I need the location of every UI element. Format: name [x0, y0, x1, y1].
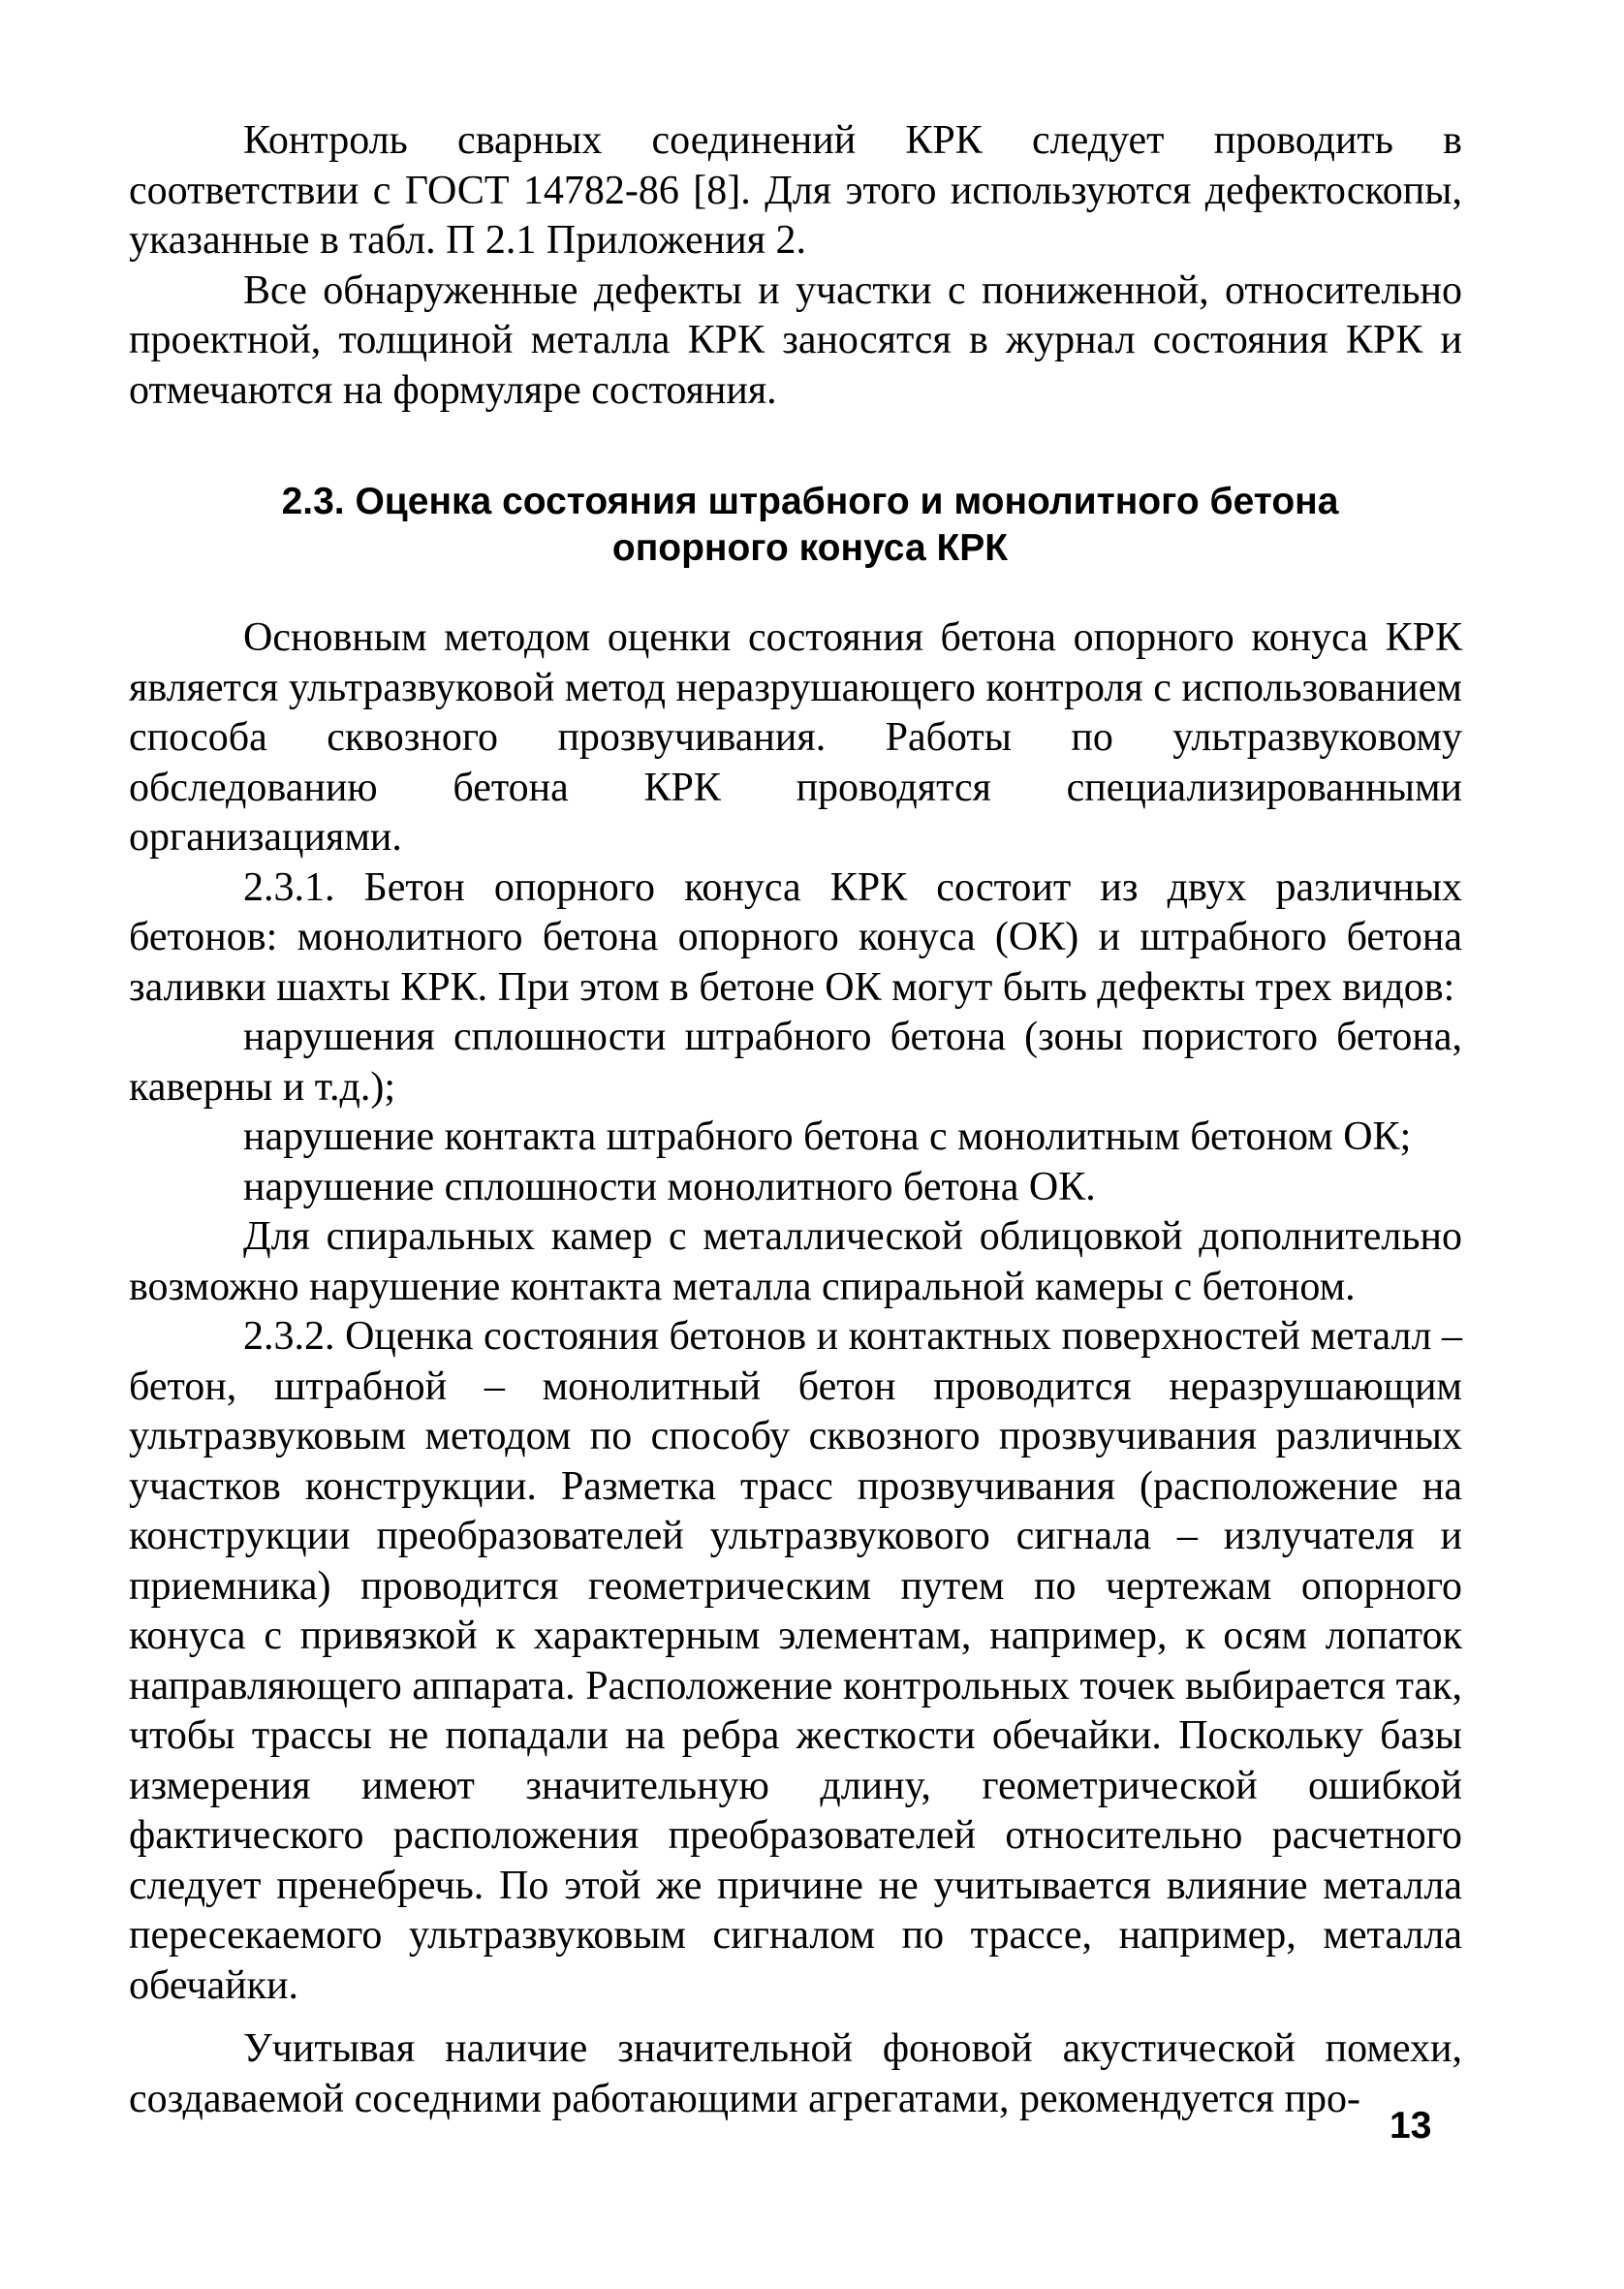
- paragraph-acoustic-noise: Учитывая наличие значительной фоновой акустической помехи, создаваемой соседними работающими агрегатами, рекомендуется про-: [129, 2026, 1462, 2121]
- paragraph-defects-journal: Все обнаруженные дефекты и участки с пониженной, относительно проектной, толщиной металла КРК заносятся в журнал состояния КРК и отмечаются на формуляре состояния.: [129, 267, 1462, 413]
- section-heading-line-2: опорного конуса КРК: [611, 527, 1009, 569]
- page-number: 13: [1390, 2105, 1432, 2147]
- list-item-defect-1: нарушения сплошности штрабного бетона (зоны пористого бетона, каверны и т.д.);: [129, 1015, 1462, 1110]
- paragraph-2-3-2: 2.3.2. Оценка состояния бетонов и контактных поверхностей металл – бетон, штрабной – монолитный бетон проводится неразрушающим ультразвуковым методом по способу сквозного прозвучивания различных участков конструкции. Разметка трасс прозвучивания (расположение на конструкции преобразователей ультразвукового сигнала – излучателя и приемника) проводится геометрическим путем по чертежам опорного конуса с привязкой к характерным элементам, например, к осям лопаток направляющего аппарата. Расположение контрольных точек выбирается так, чтобы трассы не попадали на ребра жесткости обечайки. Поскольку базы измерения имеют значительную длину, геометрической ошибкой фактического расположения преобразователей относительно расчетного следует пренебречь. По этой же причине не учитывается влияние металла пересекаемого ультразвуковым сигналом по трассе, например, металла обечайки.: [129, 1314, 1462, 2008]
- list-item-defect-2: нарушение контакта штрабного бетона с монолитным бетоном ОК;: [243, 1114, 1412, 1159]
- paragraph-weld-control: Контроль сварных соединений КРК следует проводить в соответствии с ГОСТ 14782-86 [8]. Для этого используются дефектоскопы, указанные в табл. П 2.1 Приложения 2.: [129, 118, 1462, 263]
- section-heading-line-1: 2.3. Оценка состояния штрабного и монолитного бетона: [281, 481, 1339, 522]
- document-page: [129, 116, 1462, 2124]
- section-heading: [129, 479, 1462, 572]
- paragraph-spiral-chambers: Для спиральных камер с металлической облицовкой дополнительно возможно нарушение контакта металла спиральной камеры с бетоном.: [129, 1214, 1462, 1309]
- list-item-defect-3: нарушение сплошности монолитного бетона ОК.: [243, 1164, 1096, 1209]
- paragraph-2-3-1: 2.3.1. Бетон опорного конуса КРК состоит из двух различных бетонов: монолитного бетона опорного конуса (ОК) и штрабного бетона заливки шахты КРК. При этом в бетоне ОК могут быть дефекты трех видов:: [129, 864, 1462, 1010]
- paragraph-ultrasonic-method: Основным методом оценки состояния бетона опорного конуса КРК является ультразвуковой метод неразрушающего контроля с использованием способа сквозного прозвучивания. Работы по ультразвуковому обследованию бетона КРК проводятся специализированными организациями.: [129, 615, 1462, 860]
